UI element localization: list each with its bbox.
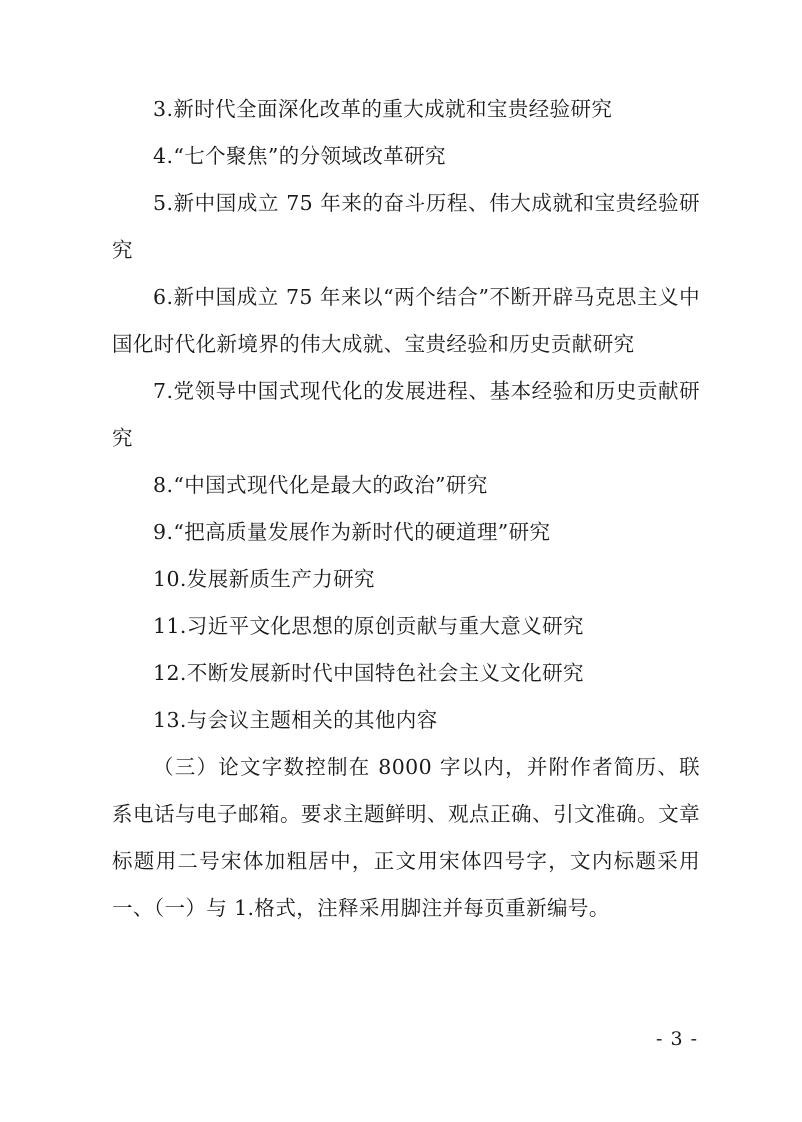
paragraph-item-8: 8.“中国式现代化是最大的政治”研究 <box>153 473 488 497</box>
paragraph-item-4: 4.“七个聚焦”的分领域改革研究 <box>153 144 446 168</box>
paragraph-item-12: 12.不断发展新时代中国特色社会主义文化研究 <box>153 661 584 685</box>
paragraph-item-9: 9.“把高质量发展作为新时代的硬道理”研究 <box>153 520 551 544</box>
paragraph-item-11: 11.习近平文化思想的原创贡献与重大意义研究 <box>153 614 584 638</box>
paragraph-item-5: 5.新中国成立 75 年来的奋斗历程、伟大成就和宝贵经验研究 <box>112 191 700 262</box>
paragraph-item-7: 7.党领导中国式现代化的发展进程、基本经验和历史贡献研究 <box>112 379 700 450</box>
paragraph-section-three: （三）论文字数控制在 8000 字以内，并附作者简历、联系电话与电子邮箱。要求主题鲜明、观点正确、引文准确。文章标题用二号宋体加粗居中，正文用宋体四号字，文内标题采用一、（一）与 1.格式，注释采用脚注并每页重新编号。 <box>112 755 700 920</box>
paragraph-item-6: 6.新中国成立 75 年来以“两个结合”不断开辟马克思主义中国化时代化新境界的伟大成就、宝贵经验和历史贡献研究 <box>112 285 700 356</box>
paragraph-item-3: 3.新时代全面深化改革的重大成就和宝贵经验研究 <box>153 97 613 121</box>
document-body <box>112 86 700 932</box>
page-number: - 3 - <box>655 1028 698 1050</box>
paragraph-item-13: 13.与会议主题相关的其他内容 <box>153 708 438 732</box>
paragraph-item-10: 10.发展新质生产力研究 <box>153 567 375 591</box>
